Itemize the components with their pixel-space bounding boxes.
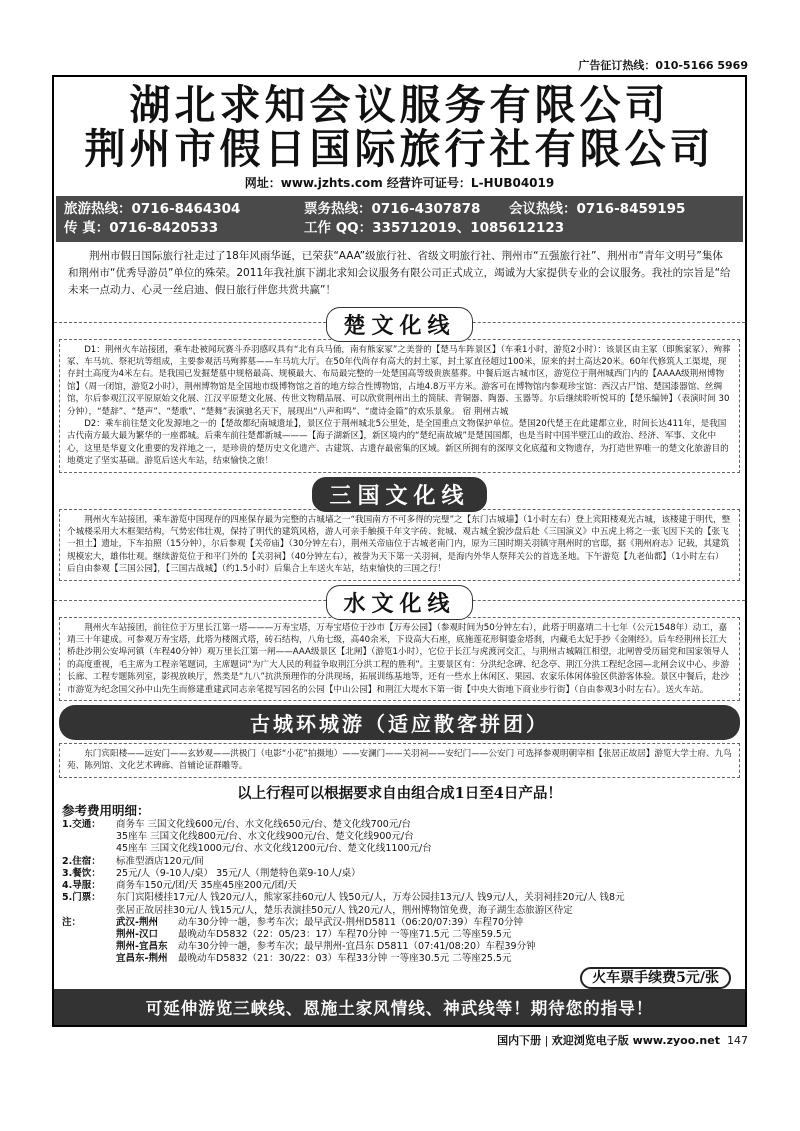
- fee-value: 商务车 三国文化线600元/台、水文化线650元/台、楚文化线700元/台: [116, 819, 412, 831]
- fee-heading: 参考费用明细：: [62, 802, 150, 818]
- route-paragraph: 荆州火车站接团，乘车游览中国现存的四座保存最为完整的古城墙之一“我国南方不可多得的完璧”之【东门古城墙】（1小时左右）登上宾阳楼观光古城，该楼建于明代，整个城楼采用大木框架结构，气势宏伟壮观，保持了明代的建筑风格，游人可亲手触摸千年文字砖、瓮城、观古城全貌沙盘后赴《三国演义》中五虎上将之一张飞因下关的【张飞一担土】遗址，下车拍照（15分钟），尔后参观【关帝庙】（30分钟左右），荆州关帝庙位于古城老南门内，原为三国时期关羽镇守荆州时的官邸，据《荆州府志》记载，其建筑规模宏大，雄伟壮观。继续游览位于和平门外的【关羽祠】（40分钟左右），被誉为天下第一关羽祠，是海内外华人祭拜关公的首选圣地。下午游览【九老仙都】（1小时左右）后自由参观【三国公园】，【三国古战城】（约1.5小时）后集合上车送火车站，结束愉快的三国之行！: [67, 514, 731, 575]
- route-title: 水文化线: [326, 585, 472, 620]
- train-row: [62, 953, 737, 965]
- train-row: [62, 941, 737, 953]
- fee-row-tickets: [62, 892, 737, 904]
- footer-text: 欢迎浏览电子版 www.zyoo.net: [551, 1034, 720, 1047]
- fee-value: 35座车 三国文化线800元/台、水文化线900元/台、楚文化线900元/台: [116, 831, 414, 843]
- hotline-bar: [56, 196, 743, 242]
- train-route: 武汉-荆州: [116, 916, 158, 928]
- company-name-2: 荆州市假日国际旅行社有限公司: [84, 125, 715, 174]
- route-section-water: [59, 617, 740, 701]
- route-banner-three-kingdoms: [54, 477, 745, 507]
- footer-section: 国内下册: [497, 1034, 542, 1047]
- page-number: 147: [727, 1034, 748, 1047]
- ticket-hotline: 票务热线：0716-4307878: [304, 200, 481, 217]
- route-paragraph: 荆州火车站接团，前往位于万里长江第一塔———万寿宝塔，万寿宝塔位于沙市【万寿公园】（参观时间为50分钟左右），此塔于明嘉靖二十七年（公元1548年）动工，嘉靖三十年建成。可参观万寿宝塔，此塔为楼阁式塔，砖石结构，八角七级，高40余米，下设高大石座，底施莲花形铜鎏金塔刹，内藏毛太妃手抄《金刚经》。后车经荆州长江大桥赴沙荆公安埠河镇（车程40分钟）观万里长江第一闸——AAA级景区【北闸】（游览1小时），它位于长江与虎渡河交汇，与荆州古城隔江相望，北闸曾受历届党和国家领导人的高度重视，毛主席为工程亲笔题词，主席题词“为广大人民的利益争取荆江分洪工程的胜利”。主要景区有：分洪纪念碑、纪念亭、荆江分洪工程纪念园—北闸会议中心、步游长廊、工程专题陈列室，影视放映厅，然类是“九八”抗洪预理作的分洪现场，拓展训练基地等，还有一些水上休闲区、果园、农家乐体闲体验区供游客体验。景区中餐后，赴沙市游览为纪念国父孙中山先生而修建重建武同志亲笔提写园名的公园【中山公园】和荆江大堤水下第一街【中央大街地下商业步行街】（自由参观3小时左右）。送火车站。: [67, 622, 730, 695]
- fee-key: 2.住宿：: [62, 855, 101, 867]
- route-paragraph: D2：乘车前往楚文化发源地之一的【楚故都纪南城遗址】，景区位于荆州城北5公里处，是全国重点文物保护单位。楚国20代楚王在此建都立业，时间长达411年，是我国古代南方最大最为繁华的一座都城。后乘车前往楚都新城———【海子湖新区】，新区境内的“楚纪南故城”是楚国国都，也是当时中国半壁江山的政治、经济、军事、文化中心，这里是华夏文化重要的发祥地之一，是珍贵的楚历史文化遗产、古建筑、古遗存最密集的区域。新区所拥有的深厚文化底蕴和文物遗存，为打造世界唯一的楚文化旅游目的地奠定了坚实基础。游览后送火车站，结束愉快之旅！: [67, 418, 729, 467]
- fee-key: 5.门票：: [62, 892, 101, 904]
- fee-value: 25元/人（9-10人/桌） 35元/人（荆楚特色菜9-10人/桌）: [116, 867, 361, 879]
- fee-value: 标准型酒店120元/间: [116, 855, 204, 867]
- train-detail: 最晚动车D5832（22：05/23：17）车程70分钟 一等座71.5元 二等座59.5元: [178, 928, 512, 940]
- fee-details: [54, 802, 745, 986]
- footer-separator: |: [541, 1034, 552, 1047]
- train-route: 荆州-宜昌东: [116, 941, 168, 953]
- company-names: [54, 83, 745, 172]
- train-detail: 最晚动车D5832（21：30/22：03）车程33分钟 一等座30.5元 二等座25.5元: [178, 953, 512, 965]
- fee-value: 45座车 三国文化线1000元/台、水文化线1200元/台、楚文化线1100元/台: [116, 843, 432, 855]
- slogan: 以上行程可以根据要求自由组合成1日至4日产品！: [237, 784, 562, 802]
- fee-row-meals: [62, 868, 737, 880]
- work-qq: 工作 QQ：335712019、1085612123: [304, 219, 565, 236]
- note-key: 注：: [62, 916, 82, 928]
- intro-text: 荆州市假日国际旅行社走过了18年风雨华诞，已荣获“AAA”级旅行社、省级文明旅行社、荆州市“五强旅行社”、荆州市“青年文明号”集体和荆州市“优秀导游员”单位的殊荣。2011年我社旗下湖北求知会议服务有限公司正式成立，竭诚为大家提供专业的会议服务。我社的宗旨是“给未来一点动力、心灵一丝启迪、假日旅行伴您共赏共赢”！: [68, 249, 731, 296]
- route-title: 楚文化线: [326, 307, 472, 342]
- train-route: 荆州-汉口: [116, 928, 158, 940]
- train-detail: 动车30分钟一趟，参考车次；最早武汉-荆州D5811（06:20/07:39）车程70分钟: [178, 916, 524, 928]
- advertisement: [52, 75, 747, 1027]
- fee-value: 张居正故居挂30元/人 钱15元/人，楚乐表演挂50元/人 钱20元/人，荆州博物馆免费，海子湖生态旅游区待定: [116, 904, 573, 916]
- page-footer: [497, 1032, 748, 1048]
- train-route: 宜昌东-荆州: [116, 953, 168, 965]
- route-title: 三国文化线: [312, 477, 486, 512]
- route-section-city-tour: [59, 743, 740, 778]
- route-paragraph: 东门宾阳楼——远安门——玄妙观——洪极门（电影“小花”拍摄地）——安澜门——关羽祠——安纪门——公安门 可选择参观明朝宰相【张居正故居】游览大学士府、九鸟苑、陈列馆、文化艺术碑廊、首辅论证群雕等。: [67, 749, 732, 772]
- fax: 传 真：0716-8420533: [64, 219, 219, 236]
- route-section-three-kingdoms: [59, 509, 740, 581]
- route-paragraph: D1：荆州火车站接团，乘车赴被闻玩赛斗乔羽感叹具有“北有兵马俑，南有熊家冢”之美誉的【楚马车阵景区】（车乘1小时，游览2小时）：该景区由主冢（即熊家冢）、殉葬冢、车马坑、祭祀坑等组成，主要参观活马殉葬墓——车马坑大厅。在50年代尚存有高大的封土冢，封土冢直径超过100米，原来的封土高达20米。60年代修筑人工渠堤，现存封土高度为4米左右。是我国已发掘楚墓中规格最高、规模最大、布局最完整的一处楚国高等级贵族墓葬。中餐后返古城市区，游览位于荆州城西门内的【AAAA级荆州博物馆】（周一闭馆，游览2小时），荆州博物馆是全国地市级博物馆之首的地方综合性博物馆，占地4.8万平方米。游客可在博物馆内参观珍宝馆：西汉古尸馆、楚国漆器馆、丝绸馆，尔后参观江汉平原原始文化展、江汉平原楚文化展、传世文物精品展、可以欣赏荆州出土的简牍、青铜器、陶器、玉器等。尔后继续聆听悦耳的【楚乐编钟】（表演时间 30分钟），“楚辞”、“楚声”、“楚歌”、“楚舞”表演驰名天下，展现出“八声和鸣”、“虞诗金篇”的欢乐景象。 宿 荆州古城: [67, 344, 731, 417]
- fee-key: 1.交通：: [62, 819, 101, 831]
- train-fee-badge: 火车票手续费5元/张: [580, 967, 731, 989]
- fee-value: 商务车150元/团/天 35座45座200元/团/天: [116, 880, 297, 892]
- fee-row-transport: [62, 819, 737, 831]
- route-section-chu: [59, 339, 740, 473]
- fee-key: 3.餐饮：: [62, 867, 101, 879]
- route-banner-water: [54, 585, 745, 615]
- train-row: [62, 929, 737, 941]
- route-banner-city-tour: 古城环城游（适应散客拼团）: [59, 705, 740, 740]
- meeting-hotline: 会议热线：0716-8459195: [509, 200, 686, 217]
- bottom-banner: 可延伸游览三峡线、恩施土家风情线、神武线等！期待您的指导！: [54, 989, 745, 1025]
- train-row: [62, 917, 737, 929]
- fee-key: 4.导服：: [62, 880, 101, 892]
- fee-row-lodging: [62, 856, 737, 868]
- company-name-1: 湖北求知会议服务有限公司: [129, 81, 670, 129]
- route-banner-chu: [54, 307, 745, 337]
- train-detail: 动车30分钟一趟，参考车次；最早荆州-宜昌东 D5811（07:41/08:20）车程39分钟: [178, 941, 536, 953]
- fee-value: 东门宾阳楼挂17元/人 钱20元/人，熊家冢挂60元/人 钱50元/人，万寿公园挂13元/人 钱9元/人，关羽祠挂20元/人 钱8元: [116, 892, 625, 904]
- ad-hotline: 广告征订热线：010-5166 5969: [578, 59, 748, 72]
- travel-hotline: 旅游热线：0716-8464304: [64, 200, 241, 217]
- fee-row-guide: [62, 880, 737, 892]
- website-license: 网址：www.jzhts.com 经营许可证号：L-HUB04019: [244, 175, 555, 190]
